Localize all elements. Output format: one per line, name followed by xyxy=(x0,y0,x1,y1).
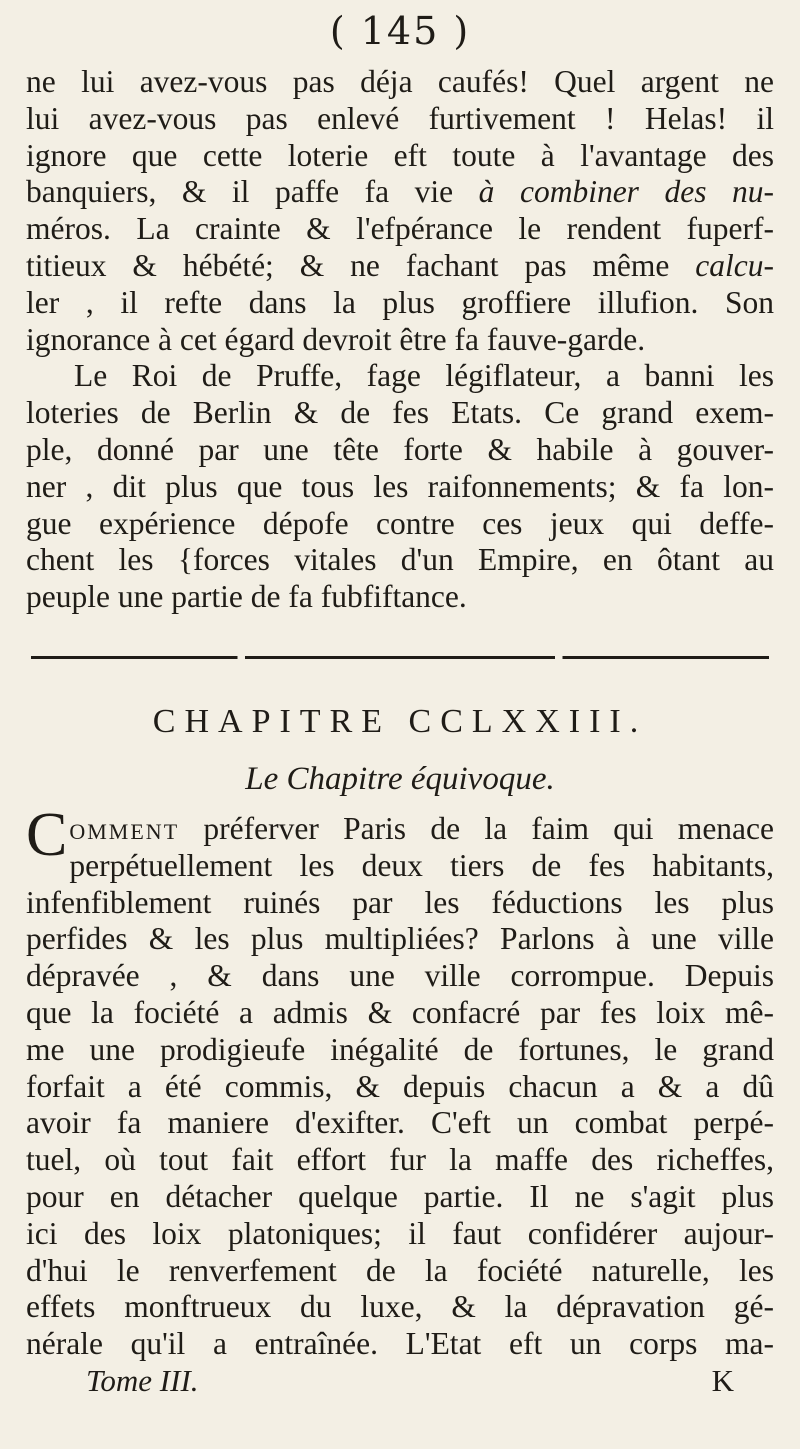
signature-mark: K xyxy=(711,1362,734,1398)
volume-label: Tome III. xyxy=(86,1362,199,1398)
text-line: ici des loix platoniques; il faut confidérer aujour- xyxy=(26,1215,774,1251)
page-number: ( 145 ) xyxy=(329,9,471,53)
text-line: que la fociété a admis & confacré par fes loix mê- xyxy=(26,994,774,1030)
text-line: peuple une partie de fa fubfiftance. xyxy=(26,579,467,615)
text-line-part: titieux & hébété; & ne fachant pas même xyxy=(26,247,696,283)
text-line: me une prodigieufe inégalité de fortunes, le grand xyxy=(26,1031,774,1067)
chapter-subtitle: Le Chapitre équivoque. xyxy=(245,760,555,797)
text-line: chent les {forces vitales d'un Empire, en ôtant au xyxy=(26,542,774,578)
text-line: Le Roi de Pruffe, fage légiflateur, a banni les xyxy=(74,358,774,394)
chapter-title: CHAPITRE CCLXXIII. xyxy=(152,702,648,740)
text-line: nérale qu'il a entraînée. L'Etat eft un corps ma- xyxy=(26,1326,774,1362)
text-line: forfait a été commis, & depuis chacun a & a dû xyxy=(26,1068,774,1104)
text-line: lui avez-vous pas enlevé furtivement ! Helas! il xyxy=(26,100,774,136)
text-line-part: préferver Paris de la faim qui menace xyxy=(179,810,774,846)
text-line: infenfiblement ruinés par les féductions les plus xyxy=(26,884,774,920)
paragraph-lottery xyxy=(26,64,774,358)
text-line: ner , dit plus que tous les raifonnements; & fa lon- xyxy=(26,468,774,504)
text-line: méros. La crainte & l'efpérance le rendent fuperf- xyxy=(26,211,774,247)
text-line: ignore que cette loterie eft toute à l'avantage des xyxy=(26,137,774,173)
text-line: effets monftrueux du luxe, & la dépravation gé- xyxy=(26,1289,774,1325)
text-line: pour en détacher quelque partie. Il ne s'agit plus xyxy=(26,1178,774,1214)
italic-phrase: calcu- xyxy=(695,247,774,283)
section-divider xyxy=(31,656,769,659)
text-line: tuel, où tout fait effort fur la maffe des richeffes, xyxy=(26,1142,774,1178)
text-line: ple, donné par une tête forte & habile à gouver- xyxy=(26,431,774,467)
text-line xyxy=(26,174,774,211)
page-footer xyxy=(26,1363,774,1399)
text-line xyxy=(26,248,774,285)
small-caps-word: omment xyxy=(69,810,180,846)
paragraph-paris xyxy=(26,800,774,1363)
text-line: d'hui le renverfement de la fociété naturelle, les xyxy=(26,1252,774,1288)
text-line: ler , il refte dans la plus groffiere illufion. Son xyxy=(26,284,774,320)
text-line: dépravée , & dans une ville corrompue. Depuis xyxy=(26,958,774,994)
text-line: perfides & les plus multipliées? Parlons à une ville xyxy=(26,921,774,957)
text-line: loteries de Berlin & de fes Etats. Ce grand exem- xyxy=(26,395,774,431)
text-line: ignorance à cet égard devroit être fa fauve-garde. xyxy=(26,321,646,357)
text-line: perpétuellement les deux tiers de fes habitants, xyxy=(69,847,774,883)
text-line: gue expérience dépofe contre ces jeux qui deffe- xyxy=(26,505,774,541)
paragraph-prussia xyxy=(26,358,774,616)
text-line: ne lui avez-vous pas déja caufés! Quel argent ne xyxy=(26,64,774,99)
italic-phrase: à combiner des nu- xyxy=(478,174,774,210)
drop-cap: C xyxy=(26,800,68,869)
text-line: avoir fa maniere d'exifter. C'eft un combat perpé- xyxy=(26,1105,774,1141)
text-line-part: banquiers, & il paffe fa vie xyxy=(26,174,479,210)
